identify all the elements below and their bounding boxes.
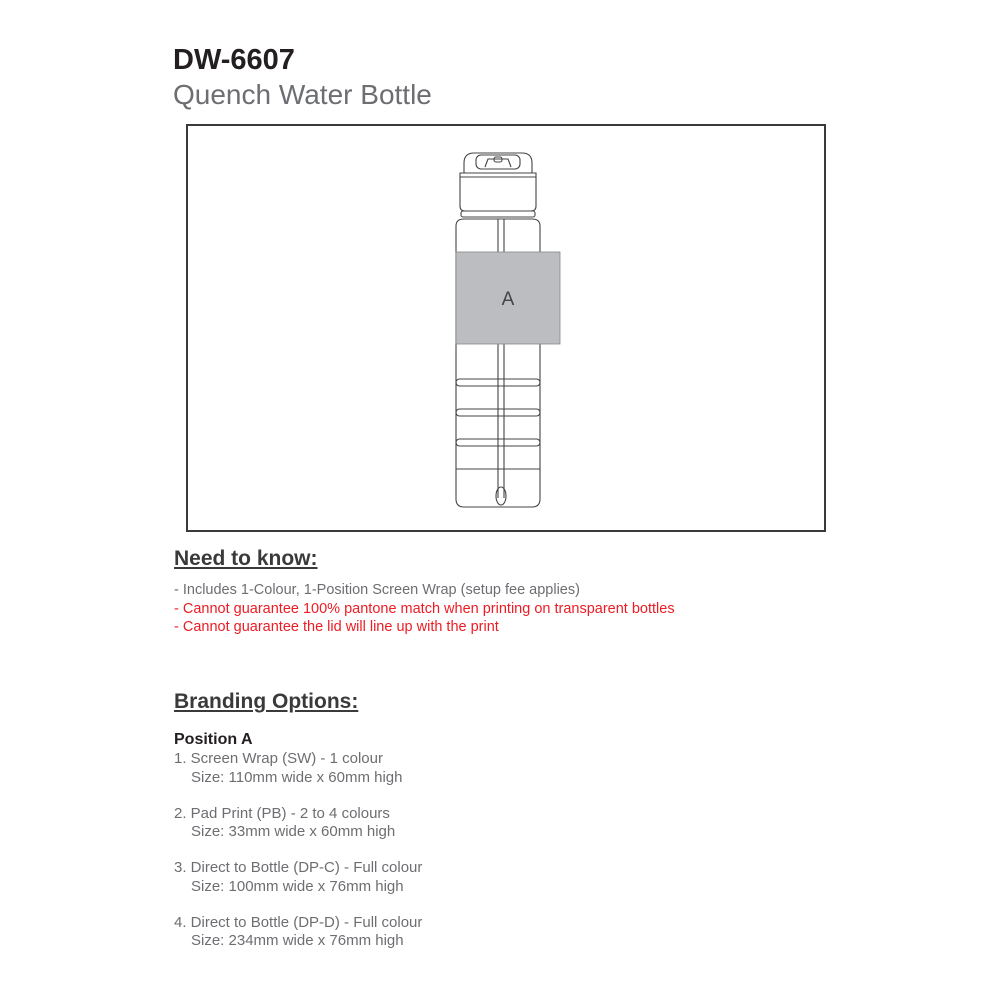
note-pantone-warning: - Cannot guarantee 100% pantone match when printing on transparent bottles	[174, 600, 675, 617]
option-name: 1. Screen Wrap (SW) - 1 colour	[174, 750, 383, 767]
need-to-know-heading: Need to know:	[174, 547, 318, 570]
option-name: 2. Pad Print (PB) - 2 to 4 colours	[174, 804, 390, 822]
branding-options-list	[174, 750, 422, 968]
bottle-lid	[464, 153, 532, 173]
option-size: Size: 234mm wide x 76mm high	[191, 932, 404, 949]
position-title: Position A	[174, 731, 253, 748]
product-diagram-frame	[186, 124, 826, 532]
bottle-diagram	[188, 126, 824, 530]
print-area-label: A	[501, 289, 515, 310]
option-size: Size: 33mm wide x 60mm high	[191, 823, 396, 840]
option-size: Size: 100mm wide x 76mm high	[191, 877, 404, 895]
option-name: 3. Direct to Bottle (DP-C) - Full colour	[174, 859, 423, 876]
note-setup-fee: - Includes 1-Colour, 1-Position Screen Wrap (setup fee applies)	[174, 582, 580, 598]
branding-option	[174, 859, 422, 896]
branding-option	[174, 750, 422, 787]
product-name: Quench Water Bottle	[173, 79, 432, 110]
option-name: 4. Direct to Bottle (DP-D) - Full colour	[174, 913, 423, 931]
option-size: Size: 110mm wide x 60mm high	[191, 768, 403, 786]
product-code: DW-6607	[173, 44, 295, 76]
lid-collar	[461, 211, 535, 217]
need-to-know-notes	[174, 581, 675, 637]
branding-options-heading: Branding Options:	[174, 690, 359, 713]
note-lid-warning: - Cannot guarantee the lid will line up with the print	[174, 619, 499, 635]
branding-option	[174, 914, 422, 951]
branding-option	[174, 805, 422, 842]
